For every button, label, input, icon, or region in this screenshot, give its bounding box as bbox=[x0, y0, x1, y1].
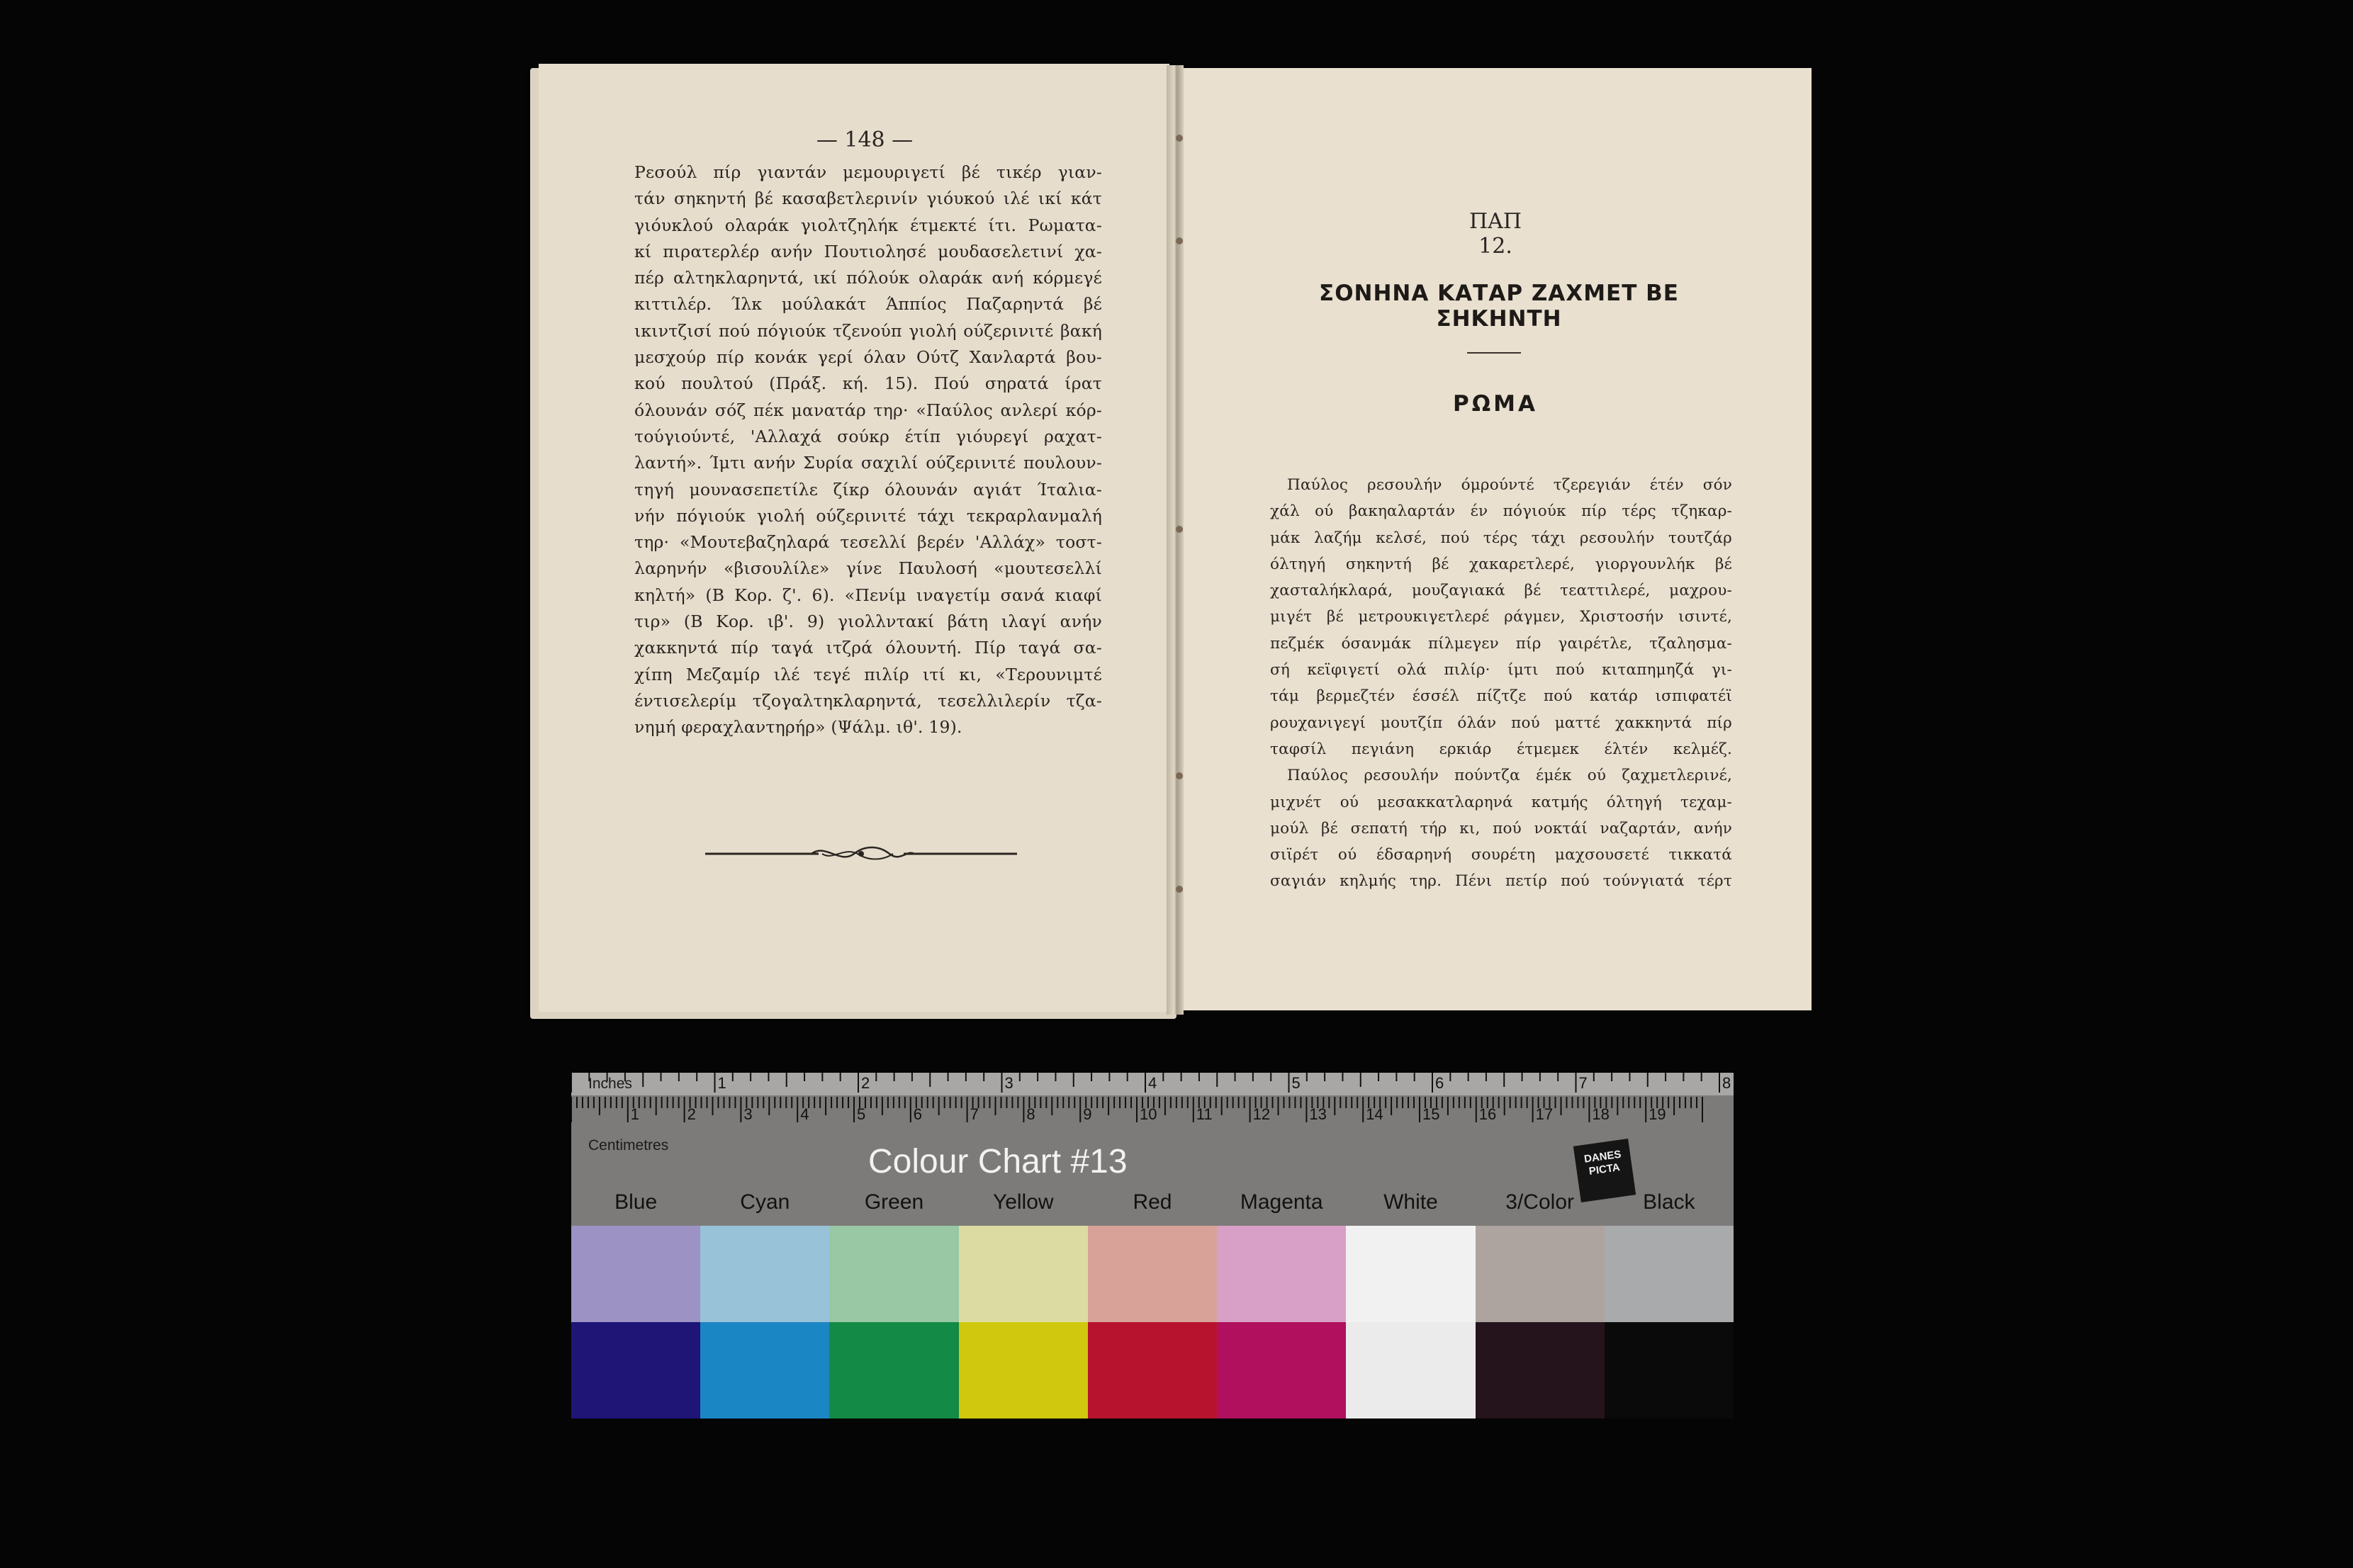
swatch-label: Red bbox=[1133, 1190, 1172, 1214]
swatch-red-dark bbox=[1088, 1322, 1217, 1418]
left-line: τιρ» (Β Κορ. ιβ'. 9) γιολλντακί βάτη ιλαγί ανήν bbox=[634, 611, 1102, 632]
swatch-label: White bbox=[1383, 1190, 1438, 1214]
right-line: τάμ βερμεζτέν έσσέλ πίζτζε πού κατάρ ισπιφατέϊ bbox=[1270, 687, 1732, 706]
cm-number: 2 bbox=[687, 1105, 696, 1123]
swatch-label: Magenta bbox=[1240, 1190, 1323, 1214]
left-line: κί πιρατερλέρ ανήν Πουτιολησέ μουδασελετινί χα- bbox=[634, 241, 1102, 261]
swatch-label: Yellow bbox=[992, 1190, 1054, 1214]
chapter-title: ΣΟΝΗΝΑ ΚΑΤΑΡ ΖΑΧΜΕΤ ΒΕ ΣΗΚΗΝΤΗ bbox=[1319, 281, 1679, 332]
right-line: όλτηγή σηκηντή βέ χακαρετλερέ, γιοργουνλήκ βέ bbox=[1270, 555, 1732, 573]
left-line: έντισελερίμ τζογαλτηκλαρηντά, τεσελλιλερίν τζα- bbox=[634, 690, 1102, 711]
swatch-white-light bbox=[1346, 1226, 1475, 1322]
right-line: ρουχανιγεγί μουτζίπ όλάν πού ματτέ χακκηντά πίρ bbox=[1270, 714, 1732, 732]
swatch-white-dark bbox=[1346, 1322, 1475, 1418]
right-line: Παύλος ρεσουλήν όμρούντέ τζερεγιάν έτέν σόν bbox=[1287, 476, 1732, 494]
swatch-red-light bbox=[1088, 1226, 1217, 1322]
right-line: χάλ ού βακηαλαρτάν έν πόγιούκ πίρ τέρς τζηκαρ- bbox=[1270, 502, 1732, 521]
left-line: νημή φεραχλαντηρήρ» (Ψάλμ. ιθ'. 19). bbox=[634, 717, 962, 738]
swatch-label: Green bbox=[864, 1190, 924, 1214]
swatch-label: Black bbox=[1643, 1190, 1695, 1214]
swatch-magenta-dark bbox=[1217, 1322, 1346, 1418]
cm-number: 11 bbox=[1196, 1105, 1213, 1123]
left-line: γιόυκλού ολαράκ γιολτζηλήκ έτμεκτέ ίτι. Ρωματα- bbox=[634, 215, 1102, 235]
left-line: ικιντζισί πού πόγιούκ τζενούπ γιολή ούζερινιτέ βακή bbox=[634, 320, 1102, 341]
right-line: σαγιάν κηλμής τηρ. Πένι πετίρ πού τούνγιατά τέρτ bbox=[1270, 872, 1732, 891]
cm-number: 18 bbox=[1592, 1105, 1610, 1123]
left-line: πέρ αλτηκλαρηντά, ικί πόλούκ ολαράκ ανή κόρμεγέ bbox=[634, 268, 1102, 288]
swatch-yellow-light bbox=[959, 1226, 1088, 1322]
cm-number: 6 bbox=[913, 1105, 923, 1123]
page-number: — 148 — bbox=[816, 128, 914, 152]
right-line: χασταλήκλαρά, μουζαγιακά βέ τεαττιλερέ, μαχρου- bbox=[1270, 582, 1732, 600]
swatch-label: Cyan bbox=[740, 1190, 790, 1214]
binding-stitch bbox=[1176, 237, 1183, 244]
swatch-cyan-light bbox=[700, 1226, 829, 1322]
swatch-black-light bbox=[1605, 1226, 1734, 1322]
binding-stitch bbox=[1176, 526, 1183, 533]
end-ornament bbox=[705, 840, 1017, 868]
binding-stitch bbox=[1176, 772, 1183, 779]
swatch-cyan-dark bbox=[700, 1322, 829, 1418]
swatch-blue-dark bbox=[571, 1322, 700, 1418]
right-line: μάκ λαζήμ κελσέ, πού τέρς τάχι ρεσουλήν τουτζάρ bbox=[1270, 529, 1732, 547]
cm-number: 14 bbox=[1366, 1105, 1383, 1123]
ruler-ticks bbox=[571, 1073, 1734, 1151]
danes-picta-logo: DANES PICTA bbox=[1573, 1139, 1636, 1202]
cm-number: 12 bbox=[1252, 1105, 1271, 1123]
inch-number: 3 bbox=[1004, 1074, 1013, 1092]
chapter-number: ΠΑΠ 12. bbox=[1469, 209, 1522, 259]
book-gutter bbox=[1167, 65, 1184, 1015]
chapter-subheading: ΡΩΜΑ bbox=[1453, 391, 1538, 417]
right-line: πεζμέκ όσανμάκ πίλμεγεν πίρ γαιρέτλε, τζαλησμα- bbox=[1270, 634, 1732, 653]
left-line: μεσχούρ πίρ κονάκ γερί όλαν Ούτζ Χανλαρτά βου- bbox=[634, 347, 1102, 368]
left-line: Ρεσούλ πίρ γιαντάν μεμουριγετί βέ τικέρ γιαν- bbox=[634, 162, 1102, 182]
left-line: χίπη Μεζαμίρ ιλέ τεγέ πιλίρ ιτί κι, «Τερουνιμτέ bbox=[634, 664, 1102, 684]
inch-number: 8 bbox=[1722, 1074, 1731, 1092]
left-line: κιττιλέρ. Ίλκ μούλακάτ Άππίος Παζαρηντά βέ bbox=[634, 294, 1102, 315]
colour-swatches bbox=[571, 1226, 1734, 1418]
swatch-label: 3/Color bbox=[1505, 1190, 1574, 1214]
left-line: χακκηντά πίρ ταγά ιτζρά όλουντή. Πίρ ταγά σα- bbox=[634, 638, 1102, 658]
left-page-text bbox=[634, 159, 1102, 741]
inches-label: Inches bbox=[588, 1076, 632, 1092]
inch-number: 7 bbox=[1578, 1074, 1588, 1092]
swatch-magenta-light bbox=[1217, 1226, 1346, 1322]
centimetres-label: Centimetres bbox=[588, 1137, 669, 1154]
right-line: σιϊρέτ ού έδσαρηνή σουρέτη μαχσουσετέ τικκατά bbox=[1270, 846, 1732, 864]
left-line: τηρ· «Μουτεβαζηλαρά τεσελλί βερέν 'Αλλάχ» τοστ- bbox=[634, 532, 1102, 553]
left-line: τηγή μουνασεπετίλε ζίκρ όλουνάν αγιάτ Ίταλια- bbox=[634, 479, 1102, 500]
colour-chart-title: Colour Chart #13 bbox=[868, 1143, 1128, 1180]
swatch-3color-dark bbox=[1476, 1322, 1605, 1418]
left-line: νήν πόγιούκ γιολή ούζερινιτέ τάχι τεκραρλανμαλή bbox=[634, 505, 1102, 526]
cm-number: 13 bbox=[1309, 1105, 1327, 1123]
binding-stitch bbox=[1176, 135, 1183, 142]
cm-number: 7 bbox=[970, 1105, 979, 1123]
cm-number: 9 bbox=[1083, 1105, 1092, 1123]
cm-number: 5 bbox=[857, 1105, 866, 1123]
swatch-3color-light bbox=[1476, 1226, 1605, 1322]
left-line: τούγιούντέ, 'Αλλαχά σούκρ έτίπ γιόυρεγί ραχατ- bbox=[634, 426, 1102, 446]
binding-stitch bbox=[1176, 886, 1183, 893]
cm-number: 15 bbox=[1422, 1105, 1440, 1123]
right-line: μούλ βέ σεπατή τήρ κι, πού νοκτάί ναζαρτάν, ανήν bbox=[1270, 819, 1732, 837]
swatch-label: Blue bbox=[614, 1190, 658, 1214]
right-line: μιχνέτ ού μεσακκατλαρηνά κατμής όλτηγή τεχαμ- bbox=[1270, 793, 1732, 811]
title-rule bbox=[1467, 352, 1521, 354]
right-line: Παύλος ρεσουλήν πούντζα έμέκ ού ζαχμετλερινέ, bbox=[1287, 767, 1732, 785]
inch-number: 1 bbox=[717, 1074, 726, 1092]
swatch-yellow-dark bbox=[959, 1322, 1088, 1418]
left-line: λαντή». Ίμτι ανήν Συρία σαχιλί ούζερινιτέ πουλουν- bbox=[634, 453, 1102, 473]
right-line: σή κεϊφιγετί ολά πιλίρ· ίμτι πού κιταπημηζά γι- bbox=[1270, 661, 1732, 679]
cm-number: 1 bbox=[630, 1105, 640, 1123]
cm-number: 3 bbox=[743, 1105, 753, 1123]
cm-number: 16 bbox=[1478, 1105, 1497, 1123]
left-line: τάν σηκηντή βέ κασαβετλερινίν γιόυκού ιλέ ικί κάτ bbox=[634, 188, 1102, 209]
cm-number: 4 bbox=[800, 1105, 809, 1123]
inch-number: 5 bbox=[1291, 1074, 1301, 1092]
swatch-green-light bbox=[829, 1226, 958, 1322]
cm-number: 8 bbox=[1026, 1105, 1035, 1123]
swatch-green-dark bbox=[829, 1322, 958, 1418]
swatch-labels bbox=[571, 1190, 1734, 1219]
left-line: κηλτή» (Β Κορ. ζ'. 6). «Πενίμ ιναγετίμ σανά κιαφί bbox=[634, 585, 1102, 605]
left-line: λαρηνήν «βισουλίλε» γίνε Παυλοσή «μουτεσελλί bbox=[634, 558, 1102, 579]
right-page-text bbox=[1270, 472, 1732, 895]
cm-number: 10 bbox=[1140, 1105, 1157, 1123]
left-line: κού πουλτού (Πράξ. κή. 15). Πού σηρατά ίρατ bbox=[634, 373, 1102, 394]
swatch-black-dark bbox=[1605, 1322, 1734, 1418]
right-line: ταφσίλ πεγιάνη ερκιάρ έτμεμεκ έλτέν κελμέζ. bbox=[1270, 740, 1732, 758]
inch-number: 2 bbox=[861, 1074, 870, 1092]
inch-number: 4 bbox=[1148, 1074, 1157, 1092]
cm-number: 17 bbox=[1535, 1105, 1554, 1123]
cm-number: 19 bbox=[1649, 1105, 1666, 1123]
left-line: όλουνάν σόζ πέκ μανατάρ τηρ· «Παύλος ανλερί κόρ- bbox=[634, 400, 1102, 420]
swatch-blue-light bbox=[571, 1226, 700, 1322]
right-line: μιγέτ βέ μετρουκιγετλερέ ράγμεν, Χριστοσήν ισιντέ, bbox=[1270, 608, 1732, 626]
inch-number: 6 bbox=[1435, 1074, 1444, 1092]
